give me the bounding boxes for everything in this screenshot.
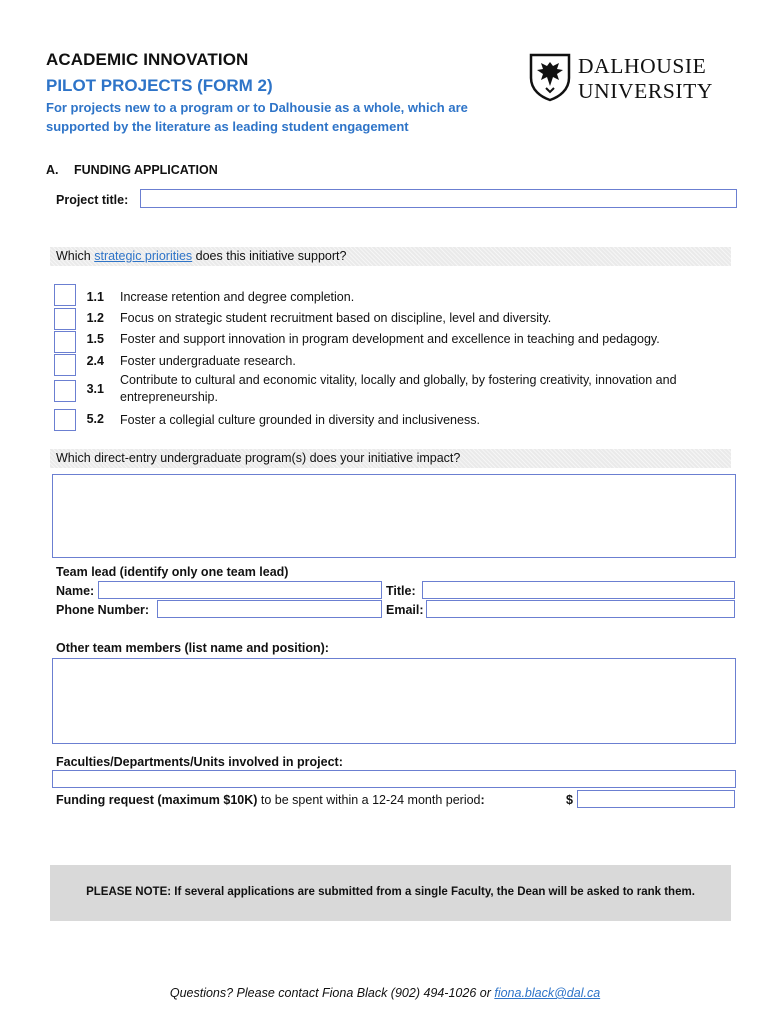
programs-textarea[interactable] bbox=[52, 474, 736, 558]
footer bbox=[0, 986, 770, 1000]
priority-number: 3.1 bbox=[86, 382, 104, 396]
form-title: ACADEMIC INNOVATION bbox=[46, 50, 249, 69]
phone-input[interactable] bbox=[157, 600, 382, 618]
currency-symbol: $ bbox=[566, 793, 573, 807]
logo-line-dalhousie: DALHOUSIE bbox=[578, 54, 707, 78]
section-letter: A. bbox=[46, 163, 59, 177]
email-input[interactable] bbox=[426, 600, 735, 618]
note-box bbox=[50, 865, 731, 921]
funding-amount-input[interactable] bbox=[577, 790, 735, 808]
priority-number: 2.4 bbox=[86, 354, 104, 368]
strategic-priorities-link[interactable]: strategic priorities bbox=[94, 249, 193, 263]
priorities-question-suffix: does this initiative support? bbox=[195, 249, 347, 263]
logo-line-university: UNIVERSITY bbox=[578, 79, 713, 103]
footer-text: Questions? Please contact Fiona Black (902) 494-1026 or bbox=[169, 986, 495, 1000]
team-members-textarea[interactable] bbox=[52, 658, 736, 744]
funding-label-colon: : bbox=[480, 793, 485, 807]
faculties-input[interactable] bbox=[52, 770, 736, 788]
priority-number: 1.5 bbox=[86, 332, 104, 346]
programs-question-bar bbox=[50, 449, 731, 468]
form-subtitle: PILOT PROJECTS (FORM 2) bbox=[46, 76, 273, 95]
priority-checkbox-2-4[interactable] bbox=[54, 354, 76, 376]
name-label: Name: bbox=[56, 584, 95, 598]
crest-icon bbox=[528, 52, 572, 102]
priority-checkbox-5-2[interactable] bbox=[54, 409, 76, 431]
priorities-question-prefix: Which bbox=[56, 249, 91, 263]
form-description: For projects new to a program or to Dalhousie as a whole, which are supported by the literature as leading student engagement bbox=[46, 100, 468, 134]
title-input[interactable] bbox=[422, 581, 735, 599]
project-title-label: Project title: bbox=[56, 193, 129, 207]
programs-question: Which direct-entry undergraduate program(s) does your initiative impact? bbox=[56, 451, 461, 465]
priority-text: Increase retention and degree completion. bbox=[120, 290, 355, 304]
name-input[interactable] bbox=[98, 581, 382, 599]
phone-label: Phone Number: bbox=[56, 603, 150, 617]
priority-text: Foster a collegial culture grounded in diversity and inclusiveness. bbox=[120, 413, 480, 427]
email-label: Email: bbox=[386, 603, 424, 617]
funding-label-rest: to be spent within a 12-24 month period bbox=[257, 793, 481, 807]
priority-checkbox-1-1[interactable] bbox=[54, 284, 76, 306]
project-title-input[interactable] bbox=[140, 189, 737, 208]
priority-number: 1.2 bbox=[86, 311, 104, 325]
priority-text: Contribute to cultural and economic vitality, locally and globally, by fostering creativity, innovation and entrepreneurship. bbox=[120, 373, 677, 404]
priority-checkbox-1-2[interactable] bbox=[54, 308, 76, 330]
section-heading: FUNDING APPLICATION bbox=[74, 163, 218, 177]
priorities-question-bar bbox=[50, 247, 731, 266]
priority-text: Foster undergraduate research. bbox=[120, 354, 296, 368]
note-text: PLEASE NOTE: If several applications are submitted from a single Faculty, the Dean will be asked to rank them. bbox=[86, 886, 695, 898]
contact-email-link[interactable]: fiona.black@dal.ca bbox=[494, 986, 601, 1000]
priority-number: 5.2 bbox=[86, 412, 104, 426]
title-label: Title: bbox=[386, 584, 416, 598]
funding-label-bold: Funding request (maximum $10K) bbox=[56, 793, 258, 807]
priority-text: Focus on strategic student recruitment based on discipline, level and diversity. bbox=[120, 311, 552, 325]
priority-checkbox-3-1[interactable] bbox=[54, 380, 76, 402]
faculties-label: Faculties/Departments/Units involved in project: bbox=[56, 755, 343, 769]
team-lead-heading: Team lead (identify only one team lead) bbox=[56, 565, 289, 579]
team-members-label: Other team members (list name and position): bbox=[56, 641, 329, 655]
priority-number: 1.1 bbox=[86, 290, 104, 304]
priority-text: Foster and support innovation in program development and excellence in teaching and pedagogy. bbox=[120, 332, 660, 346]
priority-checkbox-1-5[interactable] bbox=[54, 331, 76, 353]
